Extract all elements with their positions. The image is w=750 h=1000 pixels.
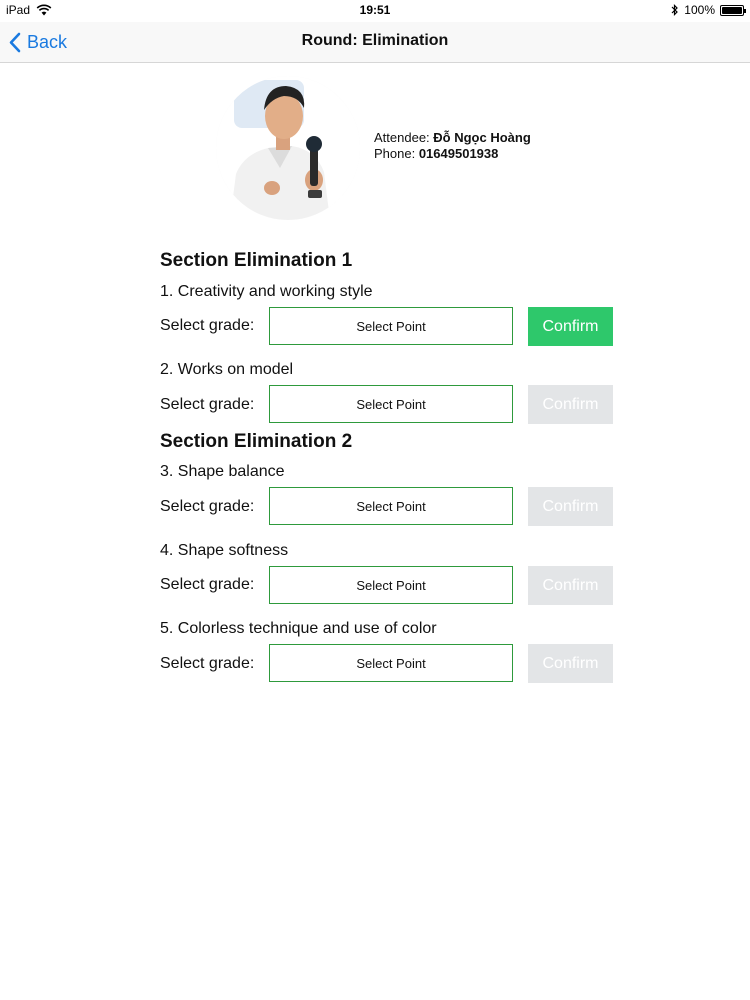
- attendee-phone-label: Phone:: [374, 146, 416, 161]
- grade-label-1: Select grade:: [160, 317, 255, 334]
- section-title-2: Section Elimination 2: [160, 431, 353, 452]
- confirm-button-1[interactable]: Confirm: [528, 307, 613, 346]
- grade-label-4: Select grade:: [160, 576, 255, 593]
- criterion-label-3: 3. Shape balance: [160, 463, 285, 480]
- confirm-button-2[interactable]: Confirm: [528, 385, 613, 424]
- bluetooth-icon: [671, 4, 679, 16]
- attendee-info: [374, 130, 531, 162]
- grade-label-5: Select grade:: [160, 655, 255, 672]
- nav-bar: [0, 22, 750, 63]
- attendee-photo: [216, 76, 360, 220]
- attendee-name: Đỗ Ngọc Hoàng: [433, 130, 531, 145]
- grade-label-3: Select grade:: [160, 498, 255, 515]
- confirm-button-3[interactable]: Confirm: [528, 487, 613, 526]
- status-time: 19:51: [359, 3, 391, 17]
- confirm-button-4[interactable]: Confirm: [528, 566, 613, 605]
- select-point-5[interactable]: Select Point: [269, 644, 513, 682]
- criterion-label-1: 1. Creativity and working style: [160, 283, 373, 300]
- select-point-4[interactable]: Select Point: [269, 566, 513, 604]
- battery-icon: [720, 5, 744, 16]
- attendee-name-label: Attendee:: [374, 130, 430, 145]
- section-title-1: Section Elimination 1: [160, 250, 353, 271]
- select-point-2[interactable]: Select Point: [269, 385, 513, 423]
- attendee-name-row: [374, 130, 531, 146]
- status-bar: [0, 0, 750, 22]
- select-point-1[interactable]: Select Point: [269, 307, 513, 345]
- status-right: [671, 3, 744, 17]
- attendee-phone: 01649501938: [418, 146, 499, 161]
- select-point-3[interactable]: Select Point: [269, 487, 513, 525]
- criterion-label-4: 4. Shape softness: [160, 542, 289, 559]
- page-title: Round: Elimination: [301, 32, 449, 49]
- attendee-phone-row: [374, 146, 531, 162]
- battery-percent: 100%: [684, 3, 715, 17]
- avatar: [216, 76, 360, 220]
- grade-label-2: Select grade:: [160, 396, 255, 413]
- criterion-label-5: 5. Colorless technique and use of color: [160, 620, 437, 637]
- confirm-button-5[interactable]: Confirm: [528, 644, 613, 683]
- back-label: Back: [27, 31, 68, 52]
- device-name: iPad: [6, 3, 31, 17]
- battery-fill: [722, 7, 742, 14]
- criterion-label-2: 2. Works on model: [160, 361, 294, 378]
